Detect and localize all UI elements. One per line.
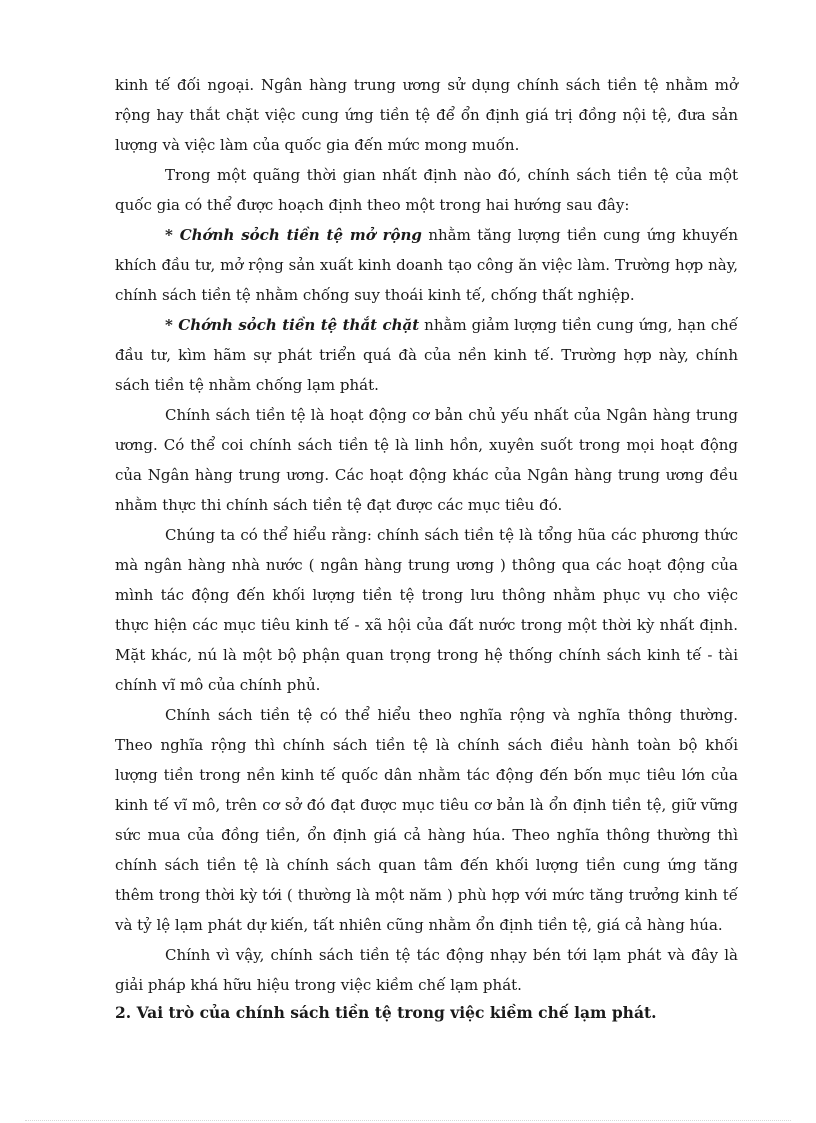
- paragraph-3: [115, 220, 738, 310]
- contractionary-policy-title: * Chớnh sỏch tiền tệ thắt chặt: [165, 316, 420, 334]
- paragraph-8: Chính vì vậy, chính sách tiền tệ tác động nhạy bén tới lạm phát và đây là giải pháp khá hữu hiệu trong việc kiềm chế lạm phát.: [115, 946, 738, 994]
- expansionary-policy-title: * Chớnh sỏch tiền tệ mở rộng: [165, 226, 422, 244]
- paragraph-1: kinh tế đối ngoại. Ngân hàng trung ương sử dụng chính sách tiền tệ nhằm mở rộng hay thắt chặt việc cung ứng tiền tệ để ổn định giá trị đồng nội tệ, đưa sản lượng và việc làm của quốc gia đến mức mong muốn.: [115, 76, 738, 154]
- paragraph-7: Chính sách tiền tệ có thể hiểu theo nghĩa rộng và nghĩa thông thường. Theo nghĩa rộng thì chính sách tiền tệ là chính sách điều hành toàn bộ khối lượng tiền trong nền kinh tế quốc dân nhằm tác động đến bốn mục tiêu lớn của kinh tế vĩ mô, trên cơ sở đó đạt được mục tiêu cơ bản là ổn định tiền tệ, giữ vững sức mua của đồng tiền, ổn định giá cả hàng húa. Theo nghĩa thông thường thì chính sách tiền tệ là chính sách quan tâm đến khối lượng tiền cung ứng tăng thêm trong thời kỳ tới ( thường là một năm ) phù hợp với mức tăng trưởng kinh tế và tỷ lệ lạm phát dự kiến, tất nhiên cũng nhằm ổn định tiền tệ, giá cả hàng húa.: [115, 706, 738, 934]
- body-text: [115, 70, 738, 1000]
- paragraph-5: Chính sách tiền tệ là hoạt động cơ bản chủ yếu nhất của Ngân hàng trung ương. Có thể coi chính sách tiền tệ là linh hồn, xuyên suốt trong mọi hoạt động của Ngân hàng trung ương. Các hoạt động khác của Ngân hàng trung ương đều nhằm thực thi chính sách tiền tệ đạt được các mục tiêu đó.: [115, 406, 738, 514]
- paragraph-2: Trong một quãng thời gian nhất định nào đó, chính sách tiền tệ của một quốc gia có thể được hoạch định theo một trong hai hướng sau đây:: [115, 166, 738, 214]
- page-bottom-divider: [25, 1120, 791, 1121]
- paragraph-6: Chúng ta có thể hiểu rằng: chính sách tiền tệ là tổng hũa các phương thức mà ngân hàng nhà nước ( ngân hàng trung ương ) thông qua các hoạt động của mình tác động đến khối lượng tiền tệ trong lưu thông nhằm phục vụ cho việc thực hiện các mục tiêu kinh tế - xã hội của đất nước trong một thời kỳ nhất định. Mặt khác, nú là một bộ phận quan trọng trong hệ thống chính sách kinh tế - tài chính vĩ mô của chính phủ.: [115, 526, 738, 694]
- expansionary-policy-text: nhằm tăng lượng tiền cung ứng khuyến khích đầu tư, mở rộng sản xuất kinh doanh tạo công ăn việc làm. Trường hợp này, chính sách tiền tệ nhằm chống suy thoái kinh tế, chống thất nghiệp.: [115, 226, 738, 304]
- paragraph-4: [115, 310, 738, 400]
- contractionary-policy-text: nhằm giảm lượng tiền cung ứng, hạn chế đầu tư, kìm hãm sự phát triển quá đà của nền kinh tế. Trường hợp này, chính sách tiền tệ nhằm chống lạm phát.: [115, 316, 739, 394]
- section-heading: 2. Vai trò của chính sách tiền tệ trong việc kiềm chế lạm phát.: [115, 1003, 657, 1022]
